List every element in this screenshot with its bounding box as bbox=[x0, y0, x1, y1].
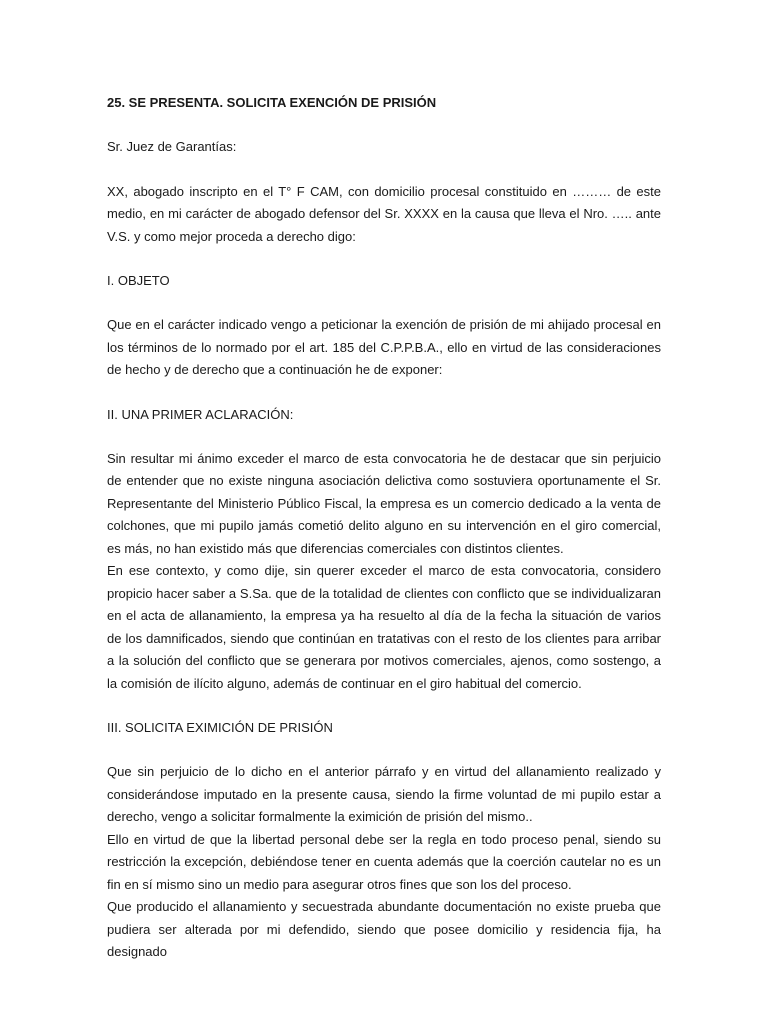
salutation: Sr. Juez de Garantías: bbox=[107, 139, 237, 154]
section-aclaracion-paragraph-1: Sin resultar mi ánimo exceder el marco de esta convocatoria he de destacar que sin perjuicio de entender que no existe ninguna asociación delictiva como sostuviera oportunamente el Sr. Representante del Ministerio Público Fiscal, la empresa es un comercio dedicado a la venta de colchones, que mi pupilo jamás cometió delito alguno en su intervención en el giro comercial, es más, no han existido más que diferencias comerciales con distintos clientes. bbox=[107, 450, 661, 556]
section-aclaracion-paragraph-2: En ese contexto, y como dije, sin querer exceder el marco de esta convocatoria, considero propicio hacer saber a S.Sa. que de la totalidad de clientes con conflicto que se individualizaran en el acta de allanamiento, la empresa ya ha resuelto al día de la fecha la situación de varios de los damnificados, siendo que continúan en tratativas con el resto de los clientes para arribar a la solución del conflicto que se generara por motivos comerciales, ajenos, como sostengo, a la comisión de ilícito alguno, además de continuar en el giro habitual del comercio. bbox=[107, 563, 661, 691]
section-objeto-paragraph-1: Que en el carácter indicado vengo a peticionar la exención de prisión de mi ahijado procesal en los términos de lo normado por el art. 185 del C.P.P.B.A., ello en virtud de las consideraciones de hecho y de derecho que a continuación he de exponer: bbox=[107, 317, 661, 377]
intro-paragraph: XX, abogado inscripto en el T° F CAM, con domicilio procesal constituido en ……… de este medio, en mi carácter de abogado defensor del Sr. XXXX en la causa que lleva el Nro. ….. ante V.S. y como mejor proceda a derecho digo: bbox=[107, 183, 661, 244]
section-eximicion-paragraph-3: Que producido el allanamiento y secuestrada abundante documentación no existe prueba que pudiera ser alterada por mi defendido, siendo que posee domicilio y residencia fija, ha designado bbox=[107, 899, 661, 959]
section-heading-objeto: I. OBJETO bbox=[107, 273, 170, 288]
section-eximicion-paragraph-1: Que sin perjuicio de lo dicho en el anterior párrafo y en virtud del allanamiento realizado y considerándose imputado en la presente causa, siendo la firme voluntad de mi pupilo estar a derecho, vengo a solicitar formalmente la eximición de prisión del mismo.. bbox=[107, 764, 661, 824]
section-eximicion-paragraph-2: Ello en virtud de que la libertad personal debe ser la regla en todo proceso penal, siendo su restricción la excepción, debiéndose tener en cuenta además que la coerción cautelar no es un fin en sí mismo sino un medio para asegurar otros fines que son los del proceso. bbox=[107, 831, 661, 892]
section-heading-eximicion: III. SOLICITA EXIMICIÓN DE PRISIÓN bbox=[107, 720, 333, 735]
section-heading-aclaracion: II. UNA PRIMER ACLARACIÓN: bbox=[107, 406, 294, 422]
document-title: 25. SE PRESENTA. SOLICITA EXENCIÓN DE PRISIÓN bbox=[107, 95, 437, 110]
